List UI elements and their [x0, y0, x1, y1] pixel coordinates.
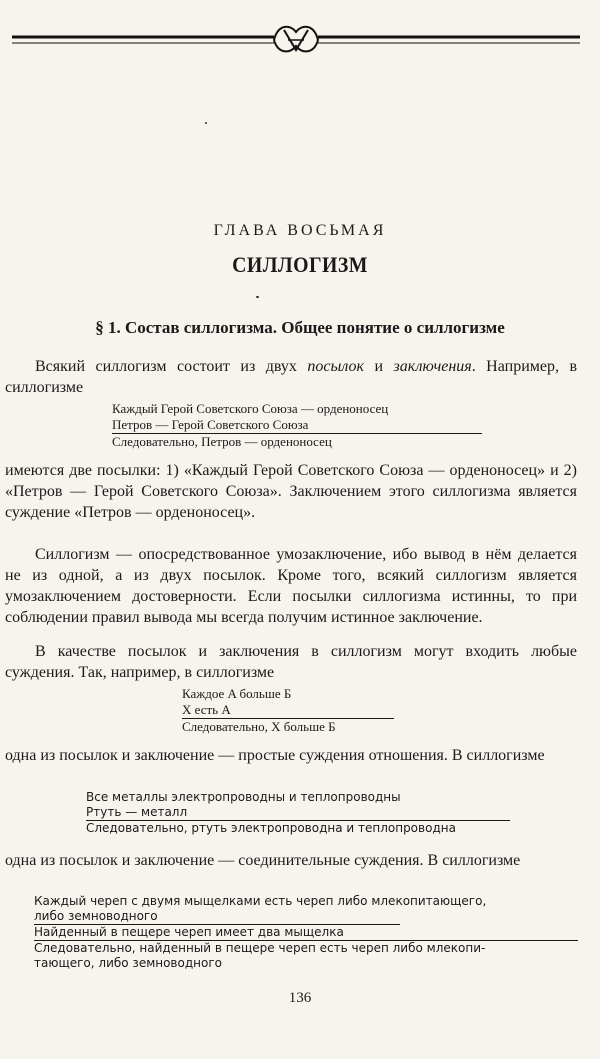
term-conclusion: заключения	[393, 358, 472, 375]
page-number: 136	[288, 990, 312, 1006]
term-premises: посылок	[307, 358, 364, 375]
paragraph-1	[5, 356, 577, 398]
paragraph-3: Силлогизм — опосредствованное умозаключение, ибо вывод в нём делается не из одной, а из двух посылок. Кроме того, всякий силлогизм является умозаключением достоверности. Если посылки силлогизма истинны, то при соблюдении правил вывода мы всегда получим истинное заключение.	[5, 546, 577, 626]
syllogism-example-2	[182, 686, 394, 735]
premise-major: Все металлы электропроводны и теплопроводны	[86, 790, 401, 804]
premise-minor: Ртуть — металл	[86, 805, 188, 819]
syllogism-example-4	[34, 894, 578, 971]
premise-major: Каждое A больше Б	[182, 686, 292, 701]
paragraph-text: Всякий силлогизм состоит из двух	[35, 358, 308, 375]
premise-major: Каждый череп с двумя мыщелками есть череп либо млекопитающего,	[34, 894, 487, 908]
premise-minor: X есть A	[182, 702, 231, 717]
paragraph-2: имеются две посылки: 1) «Каждый Герой Советского Союза — орденоносец» и 2) «Петров — Герой Советского Союза». Заключением этого силлогизма является суждение «Петров — орденоносец».	[5, 462, 577, 521]
conclusion: Следовательно, X больше Б	[182, 719, 336, 734]
paragraph-text: . Например, в силлогизме	[5, 358, 578, 396]
header-ornament	[12, 18, 580, 56]
chapter-title: СИЛЛОГИЗМ	[232, 252, 368, 277]
premise-major: Каждый Герой Советского Союза — орденоносец	[112, 401, 389, 416]
conclusion: Следовательно, ртуть электропроводна и теплопроводна	[86, 821, 456, 835]
chapter-label: ГЛАВА ВОСЬМАЯ	[213, 222, 387, 239]
premise-major-cont: либо земноводного	[34, 909, 158, 923]
section-title: § 1. Состав силлогизма. Общее понятие о силлогизме	[95, 318, 505, 337]
paragraph-5: одна из посылок и заключение — простые суждения отношения. В силлогизме	[5, 747, 545, 764]
print-speck	[256, 296, 259, 298]
paragraph-text: и	[363, 358, 394, 375]
conclusion: Следовательно, Петров — орденоносец	[112, 434, 332, 449]
print-speck	[205, 122, 207, 124]
paragraph-4: В качестве посылок и заключения в силлогизм могут входить любые суждения. Так, например, в силлогизме	[5, 643, 577, 681]
premise-minor: Петров — Герой Советского Союза	[112, 417, 309, 432]
syllogism-example-3	[86, 790, 510, 836]
paragraph-6: одна из посылок и заключение — соединительные суждения. В силлогизме	[5, 852, 521, 869]
syllogism-example-1	[112, 401, 482, 450]
premise-minor: Найденный в пещере череп имеет два мыщелка	[34, 924, 400, 940]
conclusion: Следовательно, найденный в пещере череп есть череп либо млекопи-	[34, 941, 486, 955]
conclusion-cont: тающего, либо земноводного	[34, 956, 222, 970]
